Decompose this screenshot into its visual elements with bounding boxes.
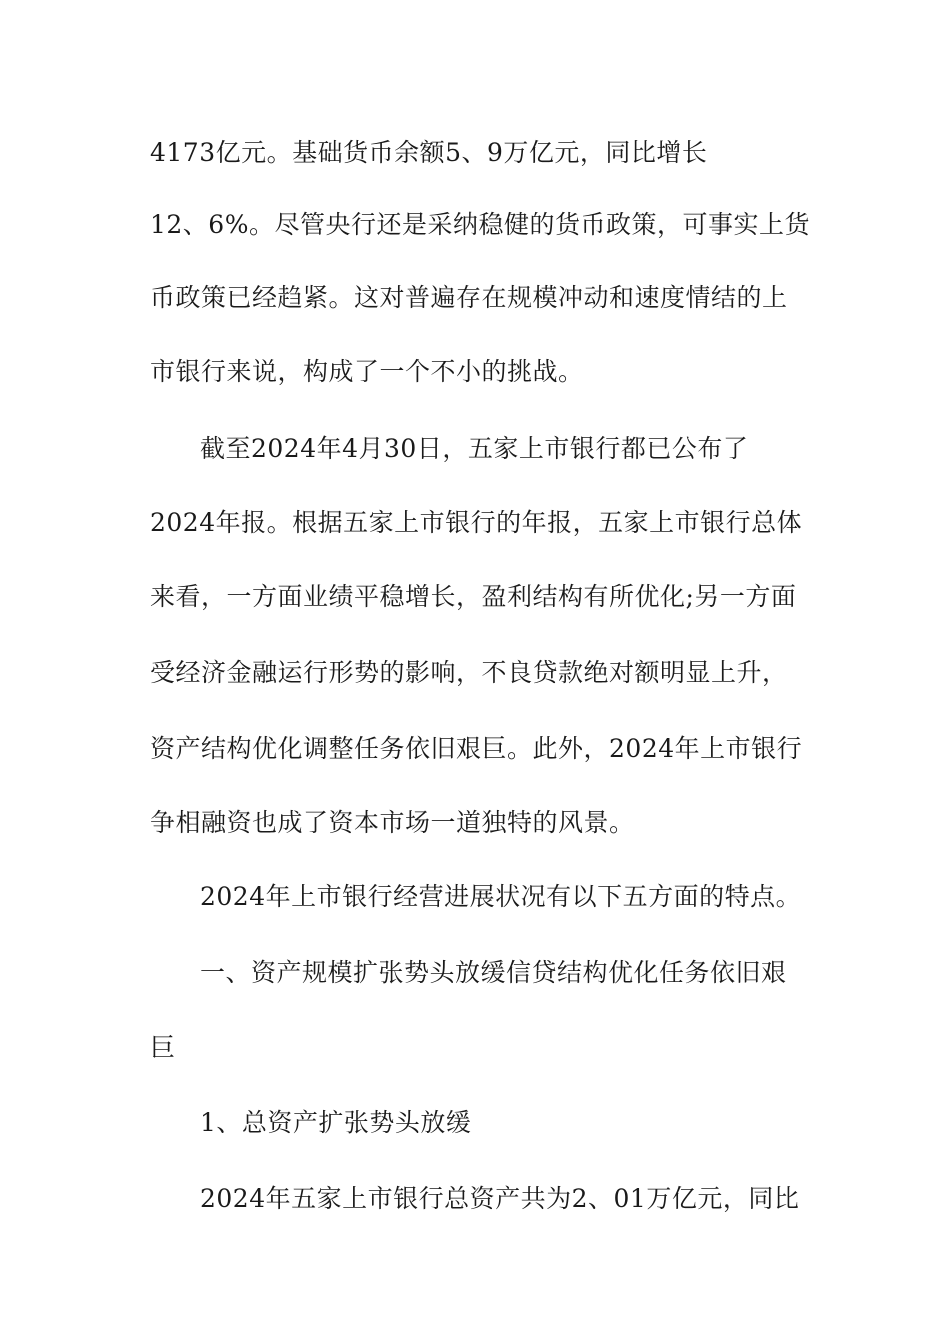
- text-line: 币政策已经趋紧。这对普遍存在规模冲动和速度情结的上: [150, 283, 788, 312]
- paragraph-first-line: 2024年上市银行经营进展状况有以下五方面的特点。: [200, 882, 802, 911]
- text-line: 12、6%。尽管央行还是采纳稳健的货币政策，可事实上货: [150, 210, 810, 239]
- text-line: 来看，一方面业绩平稳增长，盈利结构有所优化;另一方面: [150, 582, 797, 611]
- paragraph-first-line: 2024年五家上市银行总资产共为2、01万亿元，同比: [200, 1184, 800, 1213]
- section-heading: 一、资产规模扩张势头放缓信贷结构优化任务依旧艰: [200, 958, 787, 987]
- text-line: 4173亿元。基础货币余额5、9万亿元，同比增长: [150, 138, 708, 167]
- paragraph-first-line: 截至2024年4月30日，五家上市银行都已公布了: [200, 434, 749, 463]
- text-line: 市银行来说，构成了一个不小的挑战。: [150, 357, 584, 386]
- subsection-heading: 1、总资产扩张势头放缓: [200, 1108, 472, 1137]
- text-line: 争相融资也成了资本市场一道独特的风景。: [150, 808, 635, 837]
- text-line: 2024年报。根据五家上市银行的年报，五家上市银行总体: [150, 508, 803, 537]
- section-heading-continuation: 巨: [150, 1033, 176, 1062]
- text-line: 受经济金融运行形势的影响，不良贷款绝对额明显上升，: [150, 658, 788, 687]
- text-line: 资产结构优化调整任务依旧艰巨。此外，2024年上市银行: [150, 734, 803, 763]
